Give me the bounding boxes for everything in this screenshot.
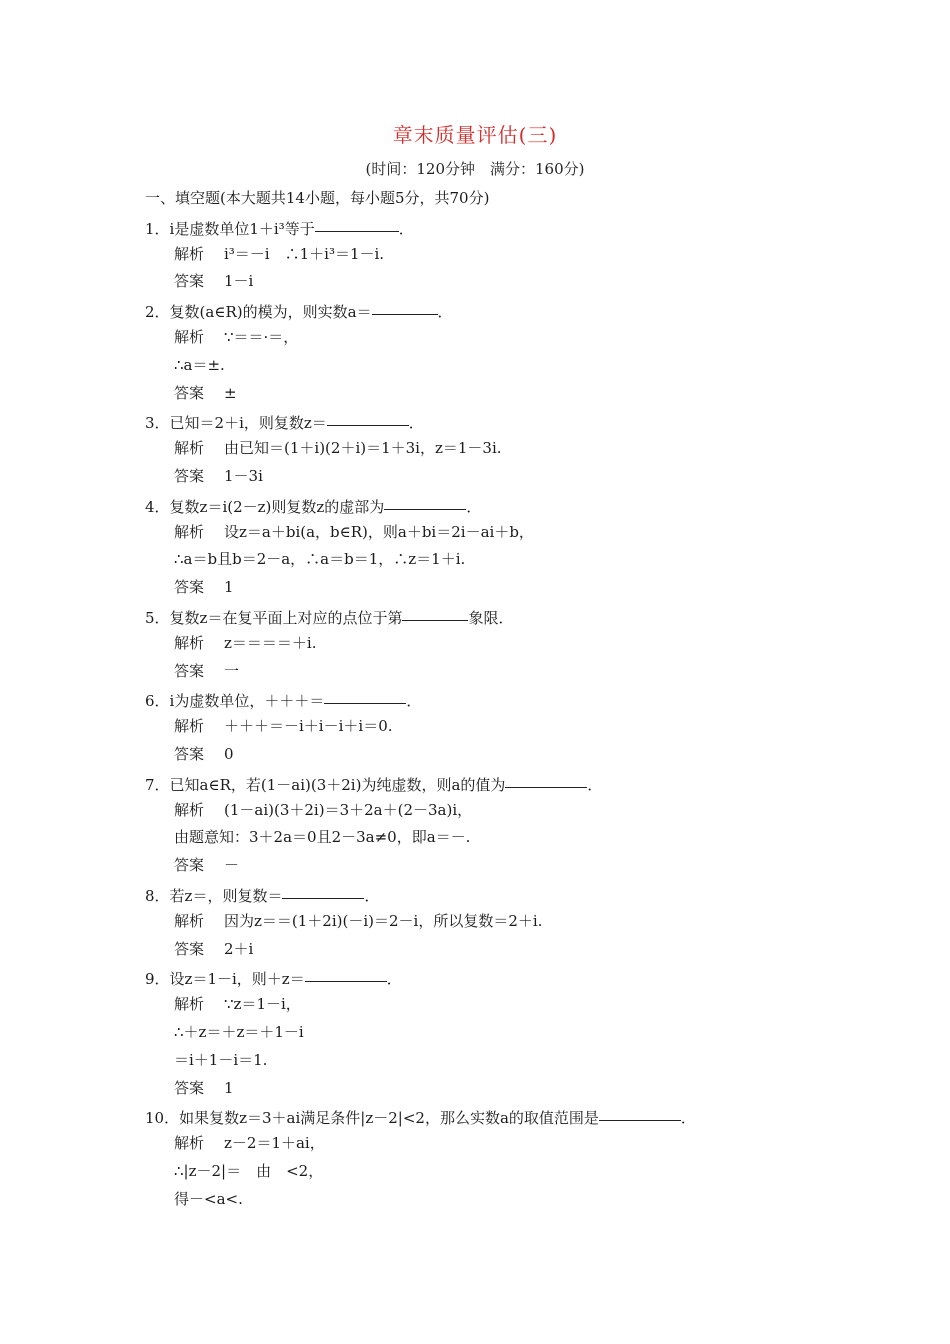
analysis-5	[145, 630, 825, 658]
question-stem: 4．复数z＝i(2－z)则复数z的虚部为	[145, 497, 385, 516]
answer-3	[145, 463, 825, 491]
analysis-4-cont: ∴a＝b且b＝2－a，∴a＝b＝1，∴z＝1＋i.	[174, 550, 466, 569]
answer-blank	[384, 491, 466, 510]
question-stem: 3．已知＝2＋i，则复数z＝	[145, 414, 327, 433]
question-stem: 10．如果复数z＝3＋ai满足条件|z－2|<2，那么实数a的取值范围是	[145, 1109, 599, 1128]
answer-label: 答案	[174, 383, 205, 402]
question-stem: 8．若z＝，则复数＝	[145, 886, 283, 905]
page-title: 章末质量评估(三)	[392, 123, 558, 147]
answer-label: 答案	[174, 856, 205, 875]
answer-text: 1	[224, 578, 234, 597]
analysis-label: 解析	[174, 800, 205, 819]
analysis-6	[145, 713, 825, 741]
analysis-text: ＋＋＋＝－i＋i－i＋i＝0.	[224, 717, 393, 736]
question-1: 1．i是虚数单位1＋i³等于 ．	[145, 213, 825, 241]
analysis-label: 解析	[174, 633, 205, 652]
answer-blank	[372, 296, 438, 315]
answer-text: ±	[224, 383, 237, 402]
analysis-text: ∵＝＝·＝，	[224, 327, 299, 346]
answer-blank	[402, 602, 468, 621]
analysis-9-cont2: ＝i＋1－i＝1.	[174, 1050, 268, 1069]
answer-2	[145, 380, 825, 408]
answer-7	[145, 852, 825, 880]
question-4: 4．复数z＝i(2－z)则复数z的虚部为 ．	[145, 491, 825, 519]
analysis-8	[145, 908, 825, 936]
analysis-9-cont: ∴＋z＝＋z＝＋1－i	[174, 1022, 304, 1041]
answer-4	[145, 574, 825, 602]
answer-1	[145, 268, 825, 296]
answer-9	[145, 1075, 825, 1103]
section-heading: 一、填空题(本大题共14小题，每小题5分，共70分)	[145, 189, 490, 207]
answer-label: 答案	[174, 272, 205, 291]
answer-text: －	[224, 856, 240, 875]
analysis-text: (1－ai)(3＋2i)＝3＋2a＋(2－3a)i，	[224, 800, 473, 819]
analysis-text: z－2＝1＋ai，	[224, 1134, 325, 1153]
analysis-10-cont: ∴|z－2|＝ 由 <2，	[174, 1161, 324, 1180]
answer-blank	[327, 407, 409, 426]
question-8: 8．若z＝，则复数＝ ．	[145, 880, 825, 908]
question-stem: 9．设z＝1－i，则＋z＝	[145, 970, 305, 989]
analysis-text: 由已知＝(1＋i)(2＋i)＝1＋3i，z＝1－3i.	[224, 439, 502, 458]
document-body	[145, 185, 825, 1213]
question-stem: 1．i是虚数单位1＋i³等于	[145, 219, 315, 238]
analysis-text: i³＝－i ∴1＋i³＝1－i.	[224, 244, 385, 263]
answer-blank	[324, 685, 406, 704]
question-10: 10．如果复数z＝3＋ai满足条件|z－2|<2，那么实数a的取值范围是 ．	[145, 1102, 825, 1130]
analysis-label: 解析	[174, 244, 205, 263]
answer-blank	[282, 880, 364, 899]
answer-label: 答案	[174, 578, 205, 597]
analysis-text: 设z＝a＋bi(a，b∈R)，则a＋bi＝2i－ai＋b，	[224, 522, 534, 541]
answer-blank	[305, 963, 387, 982]
question-7: 7．已知a∈R，若(1－ai)(3＋2i)为纯虚数，则a的值为 ．	[145, 769, 825, 797]
answer-text: 1－i	[224, 272, 254, 291]
answer-blank	[599, 1102, 681, 1121]
analysis-text: ∵z＝1－i，	[224, 995, 301, 1014]
analysis-7	[145, 797, 825, 825]
analysis-label: 解析	[174, 717, 205, 736]
answer-text: 1－3i	[224, 466, 263, 485]
question-6: 6．i为虚数单位，＋＋＋＝ ．	[145, 685, 825, 713]
answer-8	[145, 936, 825, 964]
analysis-label: 解析	[174, 522, 205, 541]
analysis-label: 解析	[174, 439, 205, 458]
analysis-text: 因为z＝＝(1＋2i)(－i)＝2－i，所以复数＝2＋i.	[224, 911, 543, 930]
answer-text: 0	[224, 744, 234, 763]
answer-label: 答案	[174, 744, 205, 763]
analysis-2-cont: ∴a＝±.	[174, 355, 225, 374]
question-stem: 7．已知a∈R，若(1－ai)(3＋2i)为纯虚数，则a的值为	[145, 775, 506, 794]
answer-label: 答案	[174, 939, 205, 958]
question-stem: 5．复数z＝在复平面上对应的点位于第	[145, 608, 403, 627]
answer-label: 答案	[174, 1078, 205, 1097]
analysis-label: 解析	[174, 327, 205, 346]
analysis-10-cont2: 得－<a<.	[174, 1189, 243, 1208]
answer-text: 1	[224, 1078, 234, 1097]
answer-label: 答案	[174, 466, 205, 485]
analysis-3	[145, 435, 825, 463]
analysis-label: 解析	[174, 1134, 205, 1153]
answer-blank	[315, 213, 399, 232]
answer-6	[145, 741, 825, 769]
analysis-label: 解析	[174, 911, 205, 930]
analysis-2	[145, 324, 825, 352]
question-5: 5．复数z＝在复平面上对应的点位于第 象限．	[145, 602, 825, 630]
answer-text: 2＋i	[224, 939, 254, 958]
analysis-7-cont: 由题意知：3＋2a＝0且2－3a≠0，即a＝－.	[174, 828, 471, 847]
analysis-4	[145, 519, 825, 547]
question-2: 2．复数(a∈R)的模为，则实数a＝ ．	[145, 296, 825, 324]
analysis-label: 解析	[174, 995, 205, 1014]
question-stem: 2．复数(a∈R)的模为，则实数a＝	[145, 303, 372, 322]
answer-label: 答案	[174, 661, 205, 680]
analysis-1	[145, 241, 825, 269]
analysis-text: z＝＝＝＝＋i.	[224, 633, 317, 652]
question-stem: 6．i为虚数单位，＋＋＋＝	[145, 692, 325, 711]
exam-info: (时间：120分钟 满分：160分)	[365, 160, 585, 178]
question-3: 3．已知＝2＋i，则复数z＝ ．	[145, 407, 825, 435]
answer-blank	[505, 769, 587, 788]
answer-5	[145, 658, 825, 686]
analysis-10	[145, 1130, 825, 1158]
answer-text: 一	[224, 661, 240, 680]
question-9: 9．设z＝1－i，则＋z＝ ．	[145, 963, 825, 991]
analysis-9	[145, 991, 825, 1019]
